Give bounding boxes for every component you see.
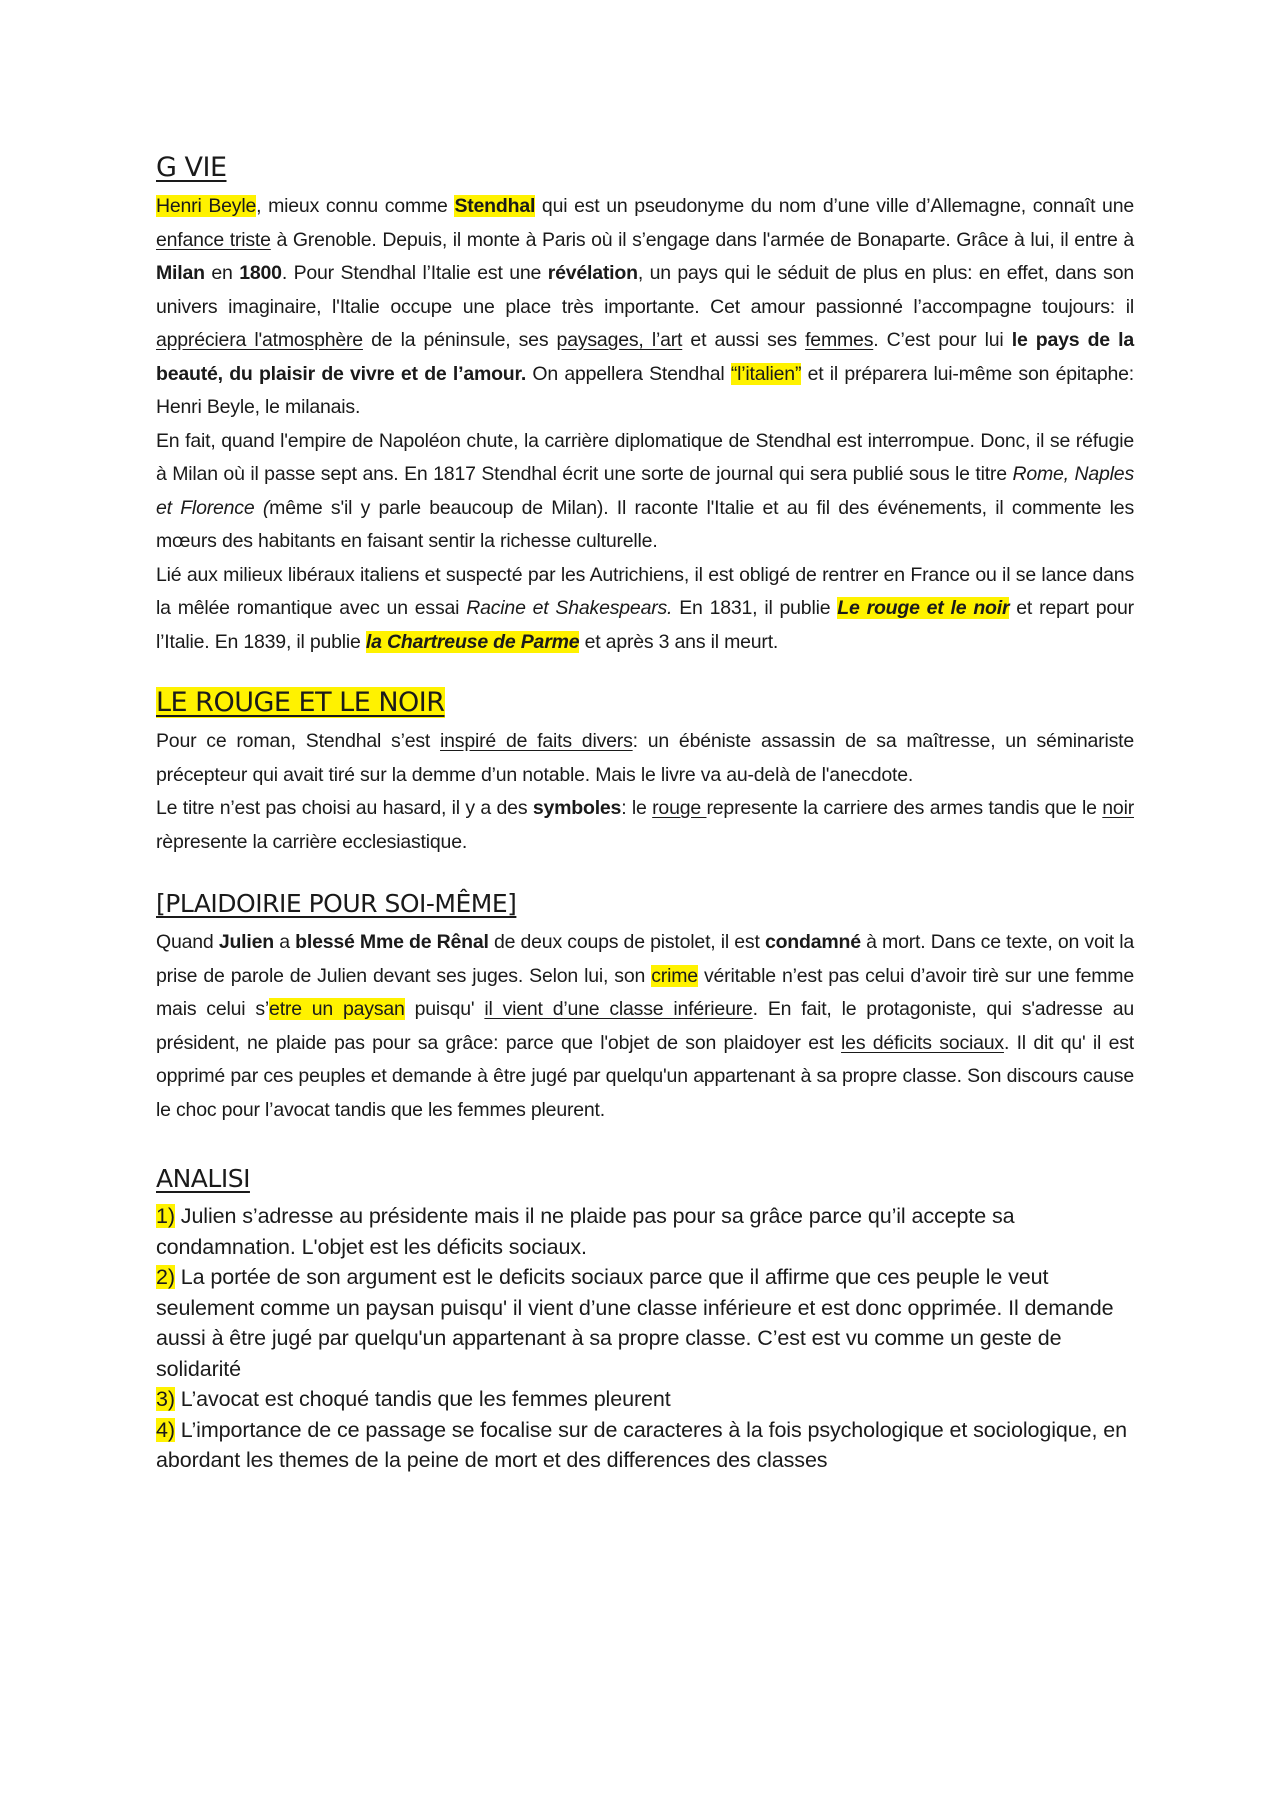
highlight-etre-un-paysan: etre un paysan [269, 998, 405, 1020]
analisi-item-1: 1) Julien s’adresse au présidente mais il ne plaide pas pour sa grâce parce qu’il accepte sa condamnation. L'objet est les déficits sociaux. [156, 1204, 1015, 1259]
highlight-chartreuse: la Chartreuse de Parme [365, 630, 580, 653]
item-number: 4) [156, 1417, 175, 1442]
item-number: 3) [156, 1387, 175, 1411]
heading-rouge-noir: LE ROUGE ET LE NOIR [156, 687, 445, 718]
highlight-stendhal: Stendhal [454, 195, 536, 217]
underline-deficits-sociaux: les déficits sociaux [841, 1031, 1004, 1054]
heading-vie: G VIE [156, 152, 227, 183]
heading-analisi: ANALISI [156, 1164, 250, 1193]
document-content [156, 150, 1134, 1476]
analisi-item-2: 2) La portée de son argument est le deficits sociaux parce que il affirme que ces peuple le veut seulement comme un paysan puisqu' il vient d’une classe inférieure et est donc opprimée. Il demande aussi à être jugé par quelqu'un appartenant à sa propre classe. C’est est vu comme un geste de solidarité [156, 1265, 1114, 1381]
section-plaidoirie [156, 886, 1134, 1127]
item-number: 2) [156, 1265, 175, 1289]
analisi-item-3: 3) L’avocat est choqué tandis que les femmes pleurent [156, 1387, 671, 1411]
heading-plaidoirie: [PLAIDOIRIE POUR SOI-MÊME] [156, 889, 517, 918]
rouge-paragraph-1: Pour ce roman, Stendhal s’est inspiré de faits divers: un ébéniste assassin de sa maîtresse, un séminariste précepteur qui avait tiré sur la demme d’un notable. Mais le livre va au-delà de l'anecdote. [156, 730, 1134, 786]
underline-enfance-triste: enfance triste [156, 228, 271, 251]
underline-faits-divers: inspiré de faits divers [440, 730, 633, 752]
vie-paragraph-1: Henri Beyle, mieux connu comme Stendhal qui est un pseudonyme du nom d’une ville d’Allemagne, connaît une enfance triste à Grenoble. Depuis, il monte à Paris où il s’engage dans l'armée de Bonaparte. Grâce à lui, il entre à Milan en 1800. Pour Stendhal l’Italie est une révélation, un pays qui le séduit de plus en plus: en effet, dans son univers imaginaire, l'Italie occupe une place très importante. Cet amour passionné l’accompagne toujours: il appréciera l'atmosphère de la péninsule, ses paysages, l’art et aussi ses femmes. C’est pour lui le pays de la beauté, du plaisir de vivre et de l’amour. On appellera Stendhal “l’italien” et il préparera lui-même son épitaphe: Henri Beyle, le milanais. [156, 195, 1135, 418]
item-number: 1) [156, 1204, 175, 1228]
highlight-litalien: “l’italien” [730, 362, 802, 385]
rouge-paragraph-2: Le titre n’est pas choisi au hasard, il y a des symboles: le rouge represente la carriere des armes tandis que le noir rèpresente la carrière ecclesiastique. [156, 797, 1134, 853]
highlight-henri-beyle: Henri Beyle [156, 195, 257, 217]
underline-atmosphere: appréciera l'atmosphère [156, 329, 363, 351]
section-rouge-noir [156, 685, 1134, 859]
section-analisi [156, 1161, 1134, 1476]
highlight-le-rouge-et-le-noir: Le rouge et le noir [837, 597, 1010, 619]
underline-rouge: rouge [652, 797, 707, 819]
underline-noir: noir [1102, 797, 1134, 819]
section-vie [156, 150, 1134, 659]
underline-femmes: femmes [805, 329, 874, 351]
underline-paysages: paysages, l’art [556, 329, 683, 351]
vie-paragraph-3: Lié aux milieux libéraux italiens et suspecté par les Autrichiens, il est obligé de rentrer en France ou il se lance dans la mêlée romantique avec un essai Racine et Shakespears. En 1831, il publie Le rouge et le noir et repart pour l’Italie. En 1839, il publie la Chartreuse de Parme et après 3 ans il meurt. [156, 563, 1134, 653]
title-rome-naples: Rome, Naples et Florence ( [156, 463, 1134, 519]
title-racine-shakespears: Racine et Shakespears. [466, 597, 673, 619]
analisi-item-4: 4) L’importance de ce passage se focalise sur de caracteres à la fois psychologique et sociologique, en abordant les themes de la peine de mort et des differences des classes [156, 1417, 1127, 1472]
highlight-crime: crime [651, 964, 698, 987]
underline-classe-inferieure: il vient d’une classe inférieure [484, 998, 753, 1020]
plaidoirie-paragraph: Quand Julien a blessé Mme de Rênal de deux coups de pistolet, il est condamné à mort. Dans ce texte, on voit la prise de parole de Julien devant ses juges. Selon lui, son crime véritable n’est pas celui d’avoir tirè sur une femme mais celui s’etre un paysan puisqu' il vient d’une classe inférieure. En fait, le protagoniste, qui s'adresse au président, ne plaide pas pour sa grâce: parce que l'objet de son plaidoyer est les déficits sociaux. Il dit qu' il est opprimé par ces peuples et demande à être jugé par quelqu'un appartenant à sa propre classe. Son discours cause le choc pour l’avocat tandis que les femmes pleurent. [156, 931, 1135, 1121]
vie-paragraph-2: En fait, quand l'empire de Napoléon chute, la carrière diplomatique de Stendhal est interrompue. Donc, il se réfugie à Milan où il passe sept ans. En 1817 Stendhal écrit une sorte de journal qui sera publié sous le titre Rome, Naples et Florence (même s'il y parle beaucoup de Milan). Il raconte l'Italie et au fil des événements, il commente les mœurs des habitants en faisant sentir la richesse culturelle. [156, 429, 1134, 552]
